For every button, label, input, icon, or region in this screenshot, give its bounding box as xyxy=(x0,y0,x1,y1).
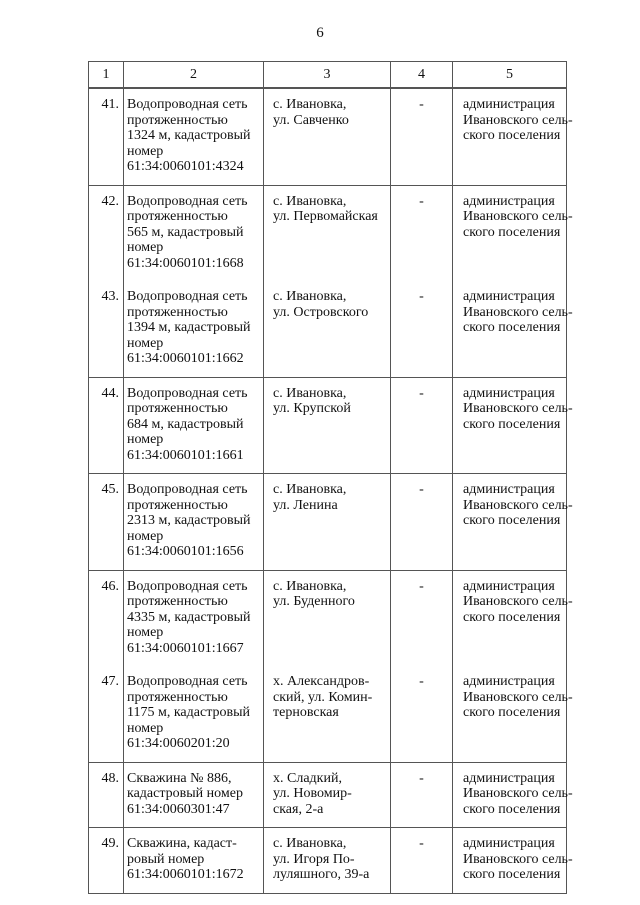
object-address-line: ул. Савченко xyxy=(273,112,349,128)
object-owner xyxy=(453,828,573,894)
col4-value: - xyxy=(391,570,453,666)
object-owner-line: администрация xyxy=(463,770,555,786)
object-name xyxy=(124,185,264,281)
object-name-line: 61:34:0060101:1662 xyxy=(127,351,244,366)
object-name-line: Скважина № 886, xyxy=(127,770,232,786)
object-owner-line: Ивановского сель- xyxy=(463,594,573,609)
object-address-line: ул. Ленина xyxy=(273,497,338,513)
header-col-5: 5 xyxy=(453,62,567,89)
object-owner-line: ского поселения xyxy=(463,705,561,720)
object-owner-line: администрация xyxy=(463,836,555,851)
object-owner-line: Ивановского сель- xyxy=(463,851,573,867)
row-number: 45. xyxy=(89,474,124,571)
object-name xyxy=(124,474,264,571)
object-address xyxy=(264,570,391,666)
object-address-line: терновская xyxy=(273,705,339,720)
row-number: 46. xyxy=(89,570,124,666)
object-address xyxy=(264,474,391,571)
col4-value: - xyxy=(391,762,453,828)
object-name-line: Водопроводная сеть xyxy=(127,97,248,112)
object-owner-line: администрация xyxy=(463,97,555,112)
header-col-3: 3 xyxy=(264,62,391,89)
object-name-line: протяженностью xyxy=(127,689,228,705)
object-owner-line: администрация xyxy=(463,578,555,594)
object-address-line: с. Ивановка, xyxy=(273,97,347,112)
row-number: 42. xyxy=(89,185,124,281)
object-name-line: 61:34:0060101:1656 xyxy=(127,544,244,559)
object-address-line: х. Александров- xyxy=(273,674,370,689)
object-address-line: с. Ивановка, xyxy=(273,193,347,209)
object-owner-line: Ивановского сель- xyxy=(463,497,573,513)
object-owner-line: ского поселения xyxy=(463,416,561,432)
object-owner-line: Ивановского сель- xyxy=(463,786,573,801)
row-number: 43. xyxy=(89,281,124,377)
object-owner xyxy=(453,762,573,828)
object-address-line: х. Сладкий, xyxy=(273,770,342,786)
object-owner xyxy=(453,474,573,571)
object-address-line: ский, ул. Комин- xyxy=(273,689,373,705)
object-name-line: номер xyxy=(127,432,164,447)
object-name xyxy=(124,377,264,474)
object-owner-line: Ивановского сель- xyxy=(463,112,573,128)
col4-value: - xyxy=(391,828,453,894)
object-name-line: 1394 м, кадастровый xyxy=(127,320,251,335)
object-name-line: ровый номер xyxy=(127,851,205,867)
object-name-line: 61:34:0060101:4324 xyxy=(127,159,244,174)
object-name-line: Водопроводная сеть xyxy=(127,289,248,304)
object-name-line: 61:34:0060101:1668 xyxy=(127,255,244,271)
table-header xyxy=(89,62,567,89)
object-address-line: ул. Новомир- xyxy=(273,786,352,801)
object-owner-line: Ивановского сель- xyxy=(463,689,573,705)
property-registry-table xyxy=(88,61,573,894)
object-owner-line: Ивановского сель- xyxy=(463,401,573,416)
table-row xyxy=(89,570,567,666)
col4-value: - xyxy=(391,474,453,571)
table-row xyxy=(89,762,567,828)
object-name-line: Водопроводная сеть xyxy=(127,385,248,401)
row-number: 41. xyxy=(89,88,124,185)
table-row xyxy=(89,281,567,377)
row-number: 47. xyxy=(89,666,124,762)
row-number: 44. xyxy=(89,377,124,474)
object-address xyxy=(264,828,391,894)
object-address-line: ская, 2-а xyxy=(273,801,324,817)
object-name-line: номер xyxy=(127,143,164,159)
object-name-line: номер xyxy=(127,335,164,351)
table-row xyxy=(89,185,567,281)
object-name-line: кадастровый номер xyxy=(127,786,243,801)
header-col-1: 1 xyxy=(89,62,124,89)
object-owner-line: ского поселения xyxy=(463,609,561,625)
object-address-line: с. Ивановка, xyxy=(273,385,347,401)
object-name-line: протяженностью xyxy=(127,497,228,513)
object-address-line: ул. Буденного xyxy=(273,594,355,609)
table-row xyxy=(89,666,567,762)
object-owner-line: Ивановского сель- xyxy=(463,209,573,224)
object-address-line: ул. Крупской xyxy=(273,401,351,416)
object-owner xyxy=(453,88,573,185)
object-name-line: номер xyxy=(127,528,164,544)
object-name-line: 1175 м, кадастровый xyxy=(127,705,250,720)
object-owner-line: администрация xyxy=(463,289,555,304)
table-body xyxy=(89,88,573,893)
object-owner xyxy=(453,281,573,377)
object-owner-line: ского поселения xyxy=(463,801,561,817)
col4-value: - xyxy=(391,281,453,377)
object-owner xyxy=(453,666,573,762)
object-name xyxy=(124,281,264,377)
header-row xyxy=(89,62,567,89)
object-name-line: протяженностью xyxy=(127,594,228,609)
object-address xyxy=(264,377,391,474)
row-number: 49. xyxy=(89,828,124,894)
col4-value: - xyxy=(391,666,453,762)
object-name-line: Скважина, кадаст- xyxy=(127,836,237,851)
header-col-2: 2 xyxy=(124,62,264,89)
page-number: 6 xyxy=(316,25,324,41)
object-owner-line: ского поселения xyxy=(463,224,561,240)
object-owner xyxy=(453,185,573,281)
table-row xyxy=(89,828,567,894)
object-name-line: 4335 м, кадастровый xyxy=(127,609,251,625)
object-owner-line: ского поселения xyxy=(463,513,561,528)
object-owner-line: администрация xyxy=(463,482,555,497)
object-name-line: Водопроводная сеть xyxy=(127,482,248,497)
col4-value: - xyxy=(391,88,453,185)
object-owner-line: ского поселения xyxy=(463,320,561,335)
object-name xyxy=(124,828,264,894)
object-name xyxy=(124,88,264,185)
object-owner xyxy=(453,570,573,666)
object-owner-line: администрация xyxy=(463,193,555,209)
header-col-4: 4 xyxy=(391,62,453,89)
object-address-line: с. Ивановка, xyxy=(273,578,347,594)
object-name xyxy=(124,570,264,666)
object-name-line: 1324 м, кадастровый xyxy=(127,128,251,143)
object-address xyxy=(264,281,391,377)
object-owner-line: администрация xyxy=(463,385,555,401)
object-name-line: 61:34:0060201:20 xyxy=(127,736,230,751)
object-address-line: луляшного, 39-а xyxy=(273,867,370,882)
object-name-line: 61:34:0060101:1667 xyxy=(127,640,244,656)
object-owner-line: администрация xyxy=(463,674,555,689)
object-name-line: 61:34:0060101:1661 xyxy=(127,447,244,463)
object-owner-line: ского поселения xyxy=(463,867,561,882)
row-number: 48. xyxy=(89,762,124,828)
object-name xyxy=(124,666,264,762)
table-row xyxy=(89,377,567,474)
table-row xyxy=(89,88,567,185)
object-name-line: протяженностью xyxy=(127,112,228,128)
object-name xyxy=(124,762,264,828)
object-name-line: протяженностью xyxy=(127,209,228,224)
object-name-line: 565 м, кадастровый xyxy=(127,224,244,240)
object-name-line: 61:34:0060301:47 xyxy=(127,801,230,817)
object-name-line: 684 м, кадастровый xyxy=(127,416,244,432)
object-address xyxy=(264,666,391,762)
object-name-line: Водопроводная сеть xyxy=(127,578,248,594)
col4-value: - xyxy=(391,377,453,474)
object-name-line: номер xyxy=(127,625,164,640)
object-owner xyxy=(453,377,573,474)
object-name-line: 2313 м, кадастровый xyxy=(127,513,251,528)
object-name-line: протяженностью xyxy=(127,304,228,320)
object-address xyxy=(264,185,391,281)
object-name-line: Водопроводная сеть xyxy=(127,674,248,689)
object-name-line: протяженностью xyxy=(127,401,228,416)
object-name-line: Водопроводная сеть xyxy=(127,193,248,209)
object-address xyxy=(264,762,391,828)
object-address-line: ул. Первомайская xyxy=(273,209,378,224)
object-address-line: с. Ивановка, xyxy=(273,289,347,304)
object-address-line: ул. Игоря По- xyxy=(273,851,355,867)
col4-value: - xyxy=(391,185,453,281)
object-name-line: 61:34:0060101:1672 xyxy=(127,867,244,882)
object-name-line: номер xyxy=(127,720,164,736)
object-address-line: с. Ивановка, xyxy=(273,482,347,497)
object-name-line: номер xyxy=(127,240,164,255)
table-row xyxy=(89,474,567,571)
object-address-line: с. Ивановка, xyxy=(273,836,347,851)
object-owner-line: ского поселения xyxy=(463,128,561,143)
object-address xyxy=(264,88,391,185)
object-owner-line: Ивановского сель- xyxy=(463,304,573,320)
object-address-line: ул. Островского xyxy=(273,304,369,320)
